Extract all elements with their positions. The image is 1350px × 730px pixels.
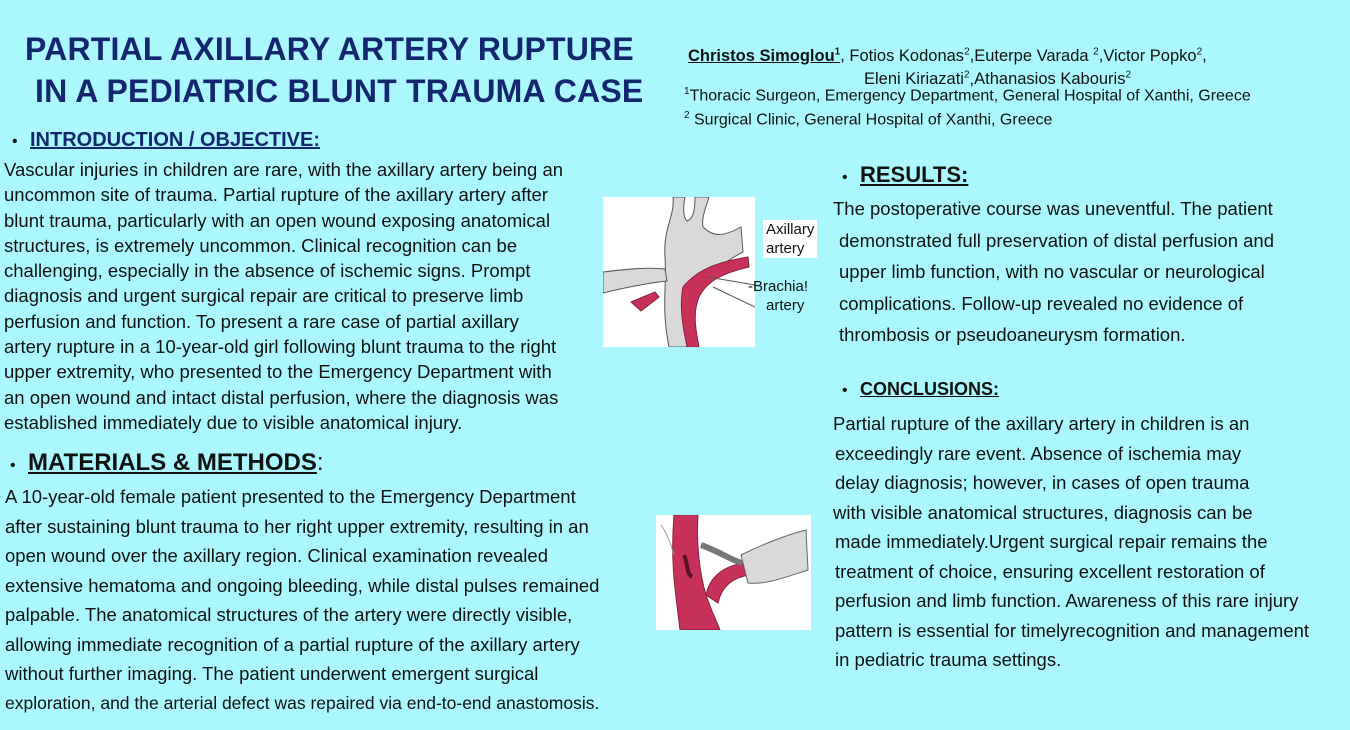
title-line-1: PARTIAL AXILLARY ARTERY RUPTURE <box>25 31 634 67</box>
introduction-text: Vascular injuries in children are rare, with the axillary artery being an uncommon site of trauma. Partial rupture of the axillary artery after blunt trauma, particularly with an open wound exposing anatomical structures, is extremely uncommon. Clinical recognition can be challenging, especially in the absence of ischemic signs. Prompt diagnosis and urgent surgical repair are critical to preserve limb perfusion and function. To present a rare case of partial axillary artery rupture in a 10-year-old girl following blunt trauma to the right upper extremity, who presented to the Emergency Department with an open wound and intact distal perfusion, where the diagnosis was established immediately due to visible anatomical injury. <box>4 159 564 433</box>
conclusions-text: Partial rupture of the axillary artery in children is an exceedingly rare event. Absence of ischemia may delay diagnosis; however, in cases of open trauma with visible anatomical structures, diagnosis can be made immediately.Urgent surgical repair remains the treatment of choice, ensuring excellent restoration of perfusion and limb function. Awareness of this rare injury pattern is essential for timelyrecognition and management in pediatric trauma settings. <box>833 413 1310 670</box>
lead-author: Christos Simoglou$^1$ <box>688 46 841 65</box>
materials-methods-heading: • MATERIALS & METHODS: <box>10 449 324 476</box>
author: Fotios Kodonas$^2$ <box>849 46 970 65</box>
affiliation-1: $^1$Thoracic Surgeon, Emergency Department, General Hospital of Xanthi, Greece <box>684 86 1251 105</box>
introduction-heading: • INTRODUCTION / OBJECTIVE: <box>12 129 321 151</box>
title-line-2: IN A PEDIATRIC BLUNT TRAUMA CASE <box>35 73 644 109</box>
author: Eleni Kiriazati$^2$ <box>864 69 970 88</box>
anastomosis-illustration <box>656 515 811 630</box>
poster-title <box>25 28 675 112</box>
bullet-icon: • <box>842 382 848 399</box>
axillary-artery-illustration <box>603 197 755 347</box>
axillary-artery-label: Axillary artery <box>763 220 817 258</box>
materials-methods-text: A 10-year-old female patient presented to the Emergency Department after sustaining blunt trauma to her right upper extremity, resulting in an open wound over the axillary region. Clinical examination revealed extensive hematoma and ongoing bleeding, while distal pulses remained palpable. The anatomical structures of the artery were directly visible, allowing immediate recognition of a partial rupture of the axillary artery without further imaging. The patient underwent emergent surgical exploration, and the arterial defect was repaired via end-to-end anastomosis. <box>5 486 600 713</box>
conclusions-heading: • CONCLUSIONS: <box>842 379 999 399</box>
affiliation-2: $^2$ Surgical Clinic, General Hospital of Xanthi, Greece <box>684 110 1053 129</box>
bullet-icon: • <box>12 133 18 150</box>
results-text: The postoperative course was uneventful. The patient demonstrated full preservation of distal perfusion and upper limb function, with no vascular or neurological complications. Follow-up revealed no evidence of thrombosis or pseudoaneurysm formation. <box>833 198 1275 345</box>
results-heading: • RESULTS: <box>842 162 969 187</box>
author: Athanasios Kabouris$^2$ <box>974 69 1132 88</box>
author-list: Christos Simoglou$^1$, Fotios Kodonas$^2$,Euterpe Varada $^2$,Victor Popko$^2$, Eleni Kiriazati$^2$,Athanasios Kabouris$^2$ <box>688 46 1207 88</box>
author: Victor Popko$^2$ <box>1103 46 1203 65</box>
bullet-icon: • <box>10 457 16 474</box>
author: Euterpe Varada $^2$ <box>974 46 1099 65</box>
brachial-artery-label: -Brachia! artery <box>748 278 809 314</box>
bullet-icon: • <box>842 169 848 186</box>
